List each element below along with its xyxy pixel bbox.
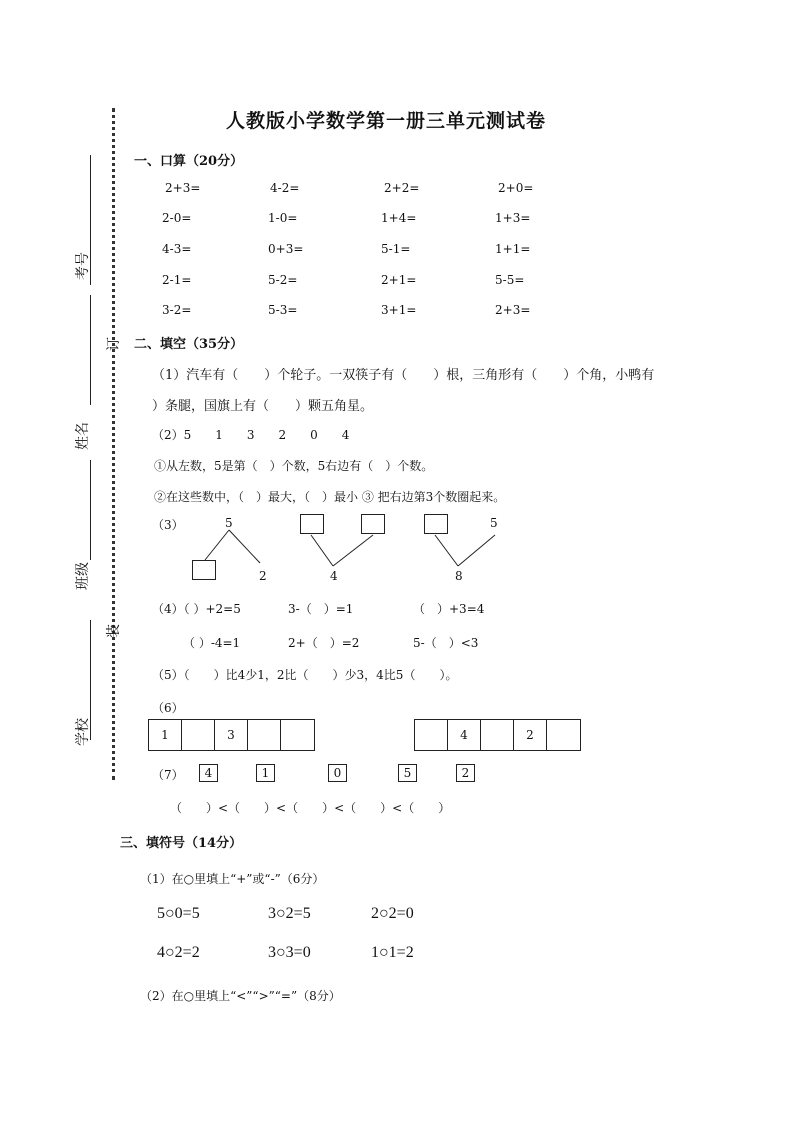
symbol-item: 1○1=2 — [371, 944, 414, 961]
oral-item: 2-1= — [162, 273, 192, 287]
q6-cell[interactable] — [281, 720, 314, 750]
binding-dotted-line — [112, 108, 115, 780]
q4-item: 3-（ ）=1 — [288, 602, 354, 616]
xingming-label: 姓名 — [75, 422, 91, 450]
q6-cell[interactable]: 3 — [215, 720, 248, 750]
oral-item: 5-2= — [268, 273, 298, 287]
oral-item: 2+0= — [498, 181, 534, 195]
section1-heading: 一、口算（20分） — [134, 154, 244, 169]
oral-item: 5-1= — [381, 242, 411, 256]
tree1-right: 2 — [259, 569, 267, 583]
p1-label: （1）在○里填上“+”或“-”（6分） — [140, 872, 325, 886]
q4-item: 2+（ ）=2 — [288, 636, 360, 650]
oral-item: 4-2= — [270, 181, 300, 195]
q7-number-box: 5 — [398, 764, 417, 782]
symbol-item: 4○2=2 — [157, 944, 200, 961]
q1-line1: （1）汽车有（ ）个轮子。一双筷子有（ ）根，三角形有（ ）个角，小鸭有 — [152, 368, 655, 383]
section3-heading: 三、填符号（14分） — [120, 836, 243, 851]
q4-item: （ ）+3=4 — [413, 602, 485, 616]
symbol-item: 5○0=5 — [157, 905, 200, 922]
q5-text: （5）（ ）比4少1，2比（ ）少3，4比5（ ）。 — [152, 668, 458, 682]
q1-line2: ）条腿，国旗上有（ ）颗五角星。 — [152, 399, 374, 414]
q6-cell[interactable] — [481, 720, 514, 750]
symbol-item: 2○2=0 — [371, 905, 414, 922]
oral-item: 4-3= — [162, 242, 192, 256]
zhuang-label: 装 — [106, 624, 122, 638]
q4-item: （4）（ ）+2=5 — [152, 602, 241, 616]
q6-number-row-b — [414, 719, 581, 751]
q6-cell[interactable]: 2 — [514, 720, 547, 750]
kaohao-label: 考号 — [75, 252, 91, 280]
q6-cell[interactable] — [182, 720, 215, 750]
xuexiao-label: 学校 — [75, 718, 91, 746]
xingming-underline — [90, 295, 91, 405]
q2-part-b: ②在这些数中，（ ）最大，（ ）最小 ③ 把右边第3个数圈起来。 — [154, 490, 506, 504]
q7-number-box: 1 — [256, 764, 275, 782]
oral-item: 0+3= — [268, 242, 304, 256]
tree2-answer-box-left[interactable] — [300, 514, 324, 534]
oral-item: 2+1= — [381, 273, 417, 287]
q6-cell[interactable] — [547, 720, 580, 750]
q6-label: （6） — [152, 701, 184, 715]
q7-label: （7） — [152, 768, 184, 782]
oral-item: 2+3= — [165, 181, 201, 195]
q6-cell[interactable] — [248, 720, 281, 750]
tree3-bottom: 8 — [455, 569, 463, 583]
q2-numbers: （2）5 1 3 2 0 4 — [152, 428, 350, 442]
q6-cell[interactable]: 4 — [448, 720, 481, 750]
banji-label: 班级 — [75, 562, 91, 590]
q7-number-box: 2 — [456, 764, 475, 782]
q7-number-box: 0 — [328, 764, 347, 782]
q4-item: 5-（ ）<3 — [413, 636, 479, 650]
q6-number-row-a — [148, 719, 315, 751]
page-title: 人教版小学数学第一册三单元测试卷 — [226, 110, 547, 132]
q7-order-blanks: （ ）<（ ）<（ ）<（ ）<（ ） — [170, 801, 451, 815]
tree1-top: 5 — [225, 516, 233, 530]
ding-label: 订 — [106, 337, 122, 351]
section2-heading: 二、填空（35分） — [134, 337, 244, 352]
oral-item: 1-0= — [268, 211, 298, 225]
oral-item: 2+3= — [495, 303, 531, 317]
q7-number-box: 4 — [199, 764, 218, 782]
q6-cell[interactable] — [415, 720, 448, 750]
q6-cell[interactable]: 1 — [149, 720, 182, 750]
symbol-item: 3○3=0 — [268, 944, 311, 961]
oral-item: 5-3= — [268, 303, 298, 317]
oral-item: 1+4= — [381, 211, 417, 225]
q3-label: （3） — [152, 518, 184, 532]
tree2-answer-box-right[interactable] — [361, 514, 385, 534]
oral-item: 5-5= — [495, 273, 525, 287]
q4-item: （ ）-4=1 — [183, 636, 241, 650]
tree2-bottom: 4 — [330, 569, 338, 583]
oral-item: 1+1= — [495, 242, 531, 256]
q2-part-a: ①从左数，5是第（ ）个数，5右边有（ ）个数。 — [154, 459, 434, 473]
tree1-answer-box[interactable] — [192, 560, 216, 580]
oral-item: 2-0= — [162, 211, 192, 225]
symbol-item: 3○2=5 — [268, 905, 311, 922]
p2-label: （2）在○里填上“<”“>”“=”（8分） — [140, 989, 341, 1003]
oral-item: 1+3= — [495, 211, 531, 225]
banji-underline — [90, 460, 91, 560]
tree3-right-top: 5 — [490, 516, 498, 530]
oral-item: 3+1= — [381, 303, 417, 317]
oral-item: 3-2= — [162, 303, 192, 317]
tree3-answer-box[interactable] — [424, 514, 448, 534]
oral-item: 2+2= — [384, 181, 420, 195]
